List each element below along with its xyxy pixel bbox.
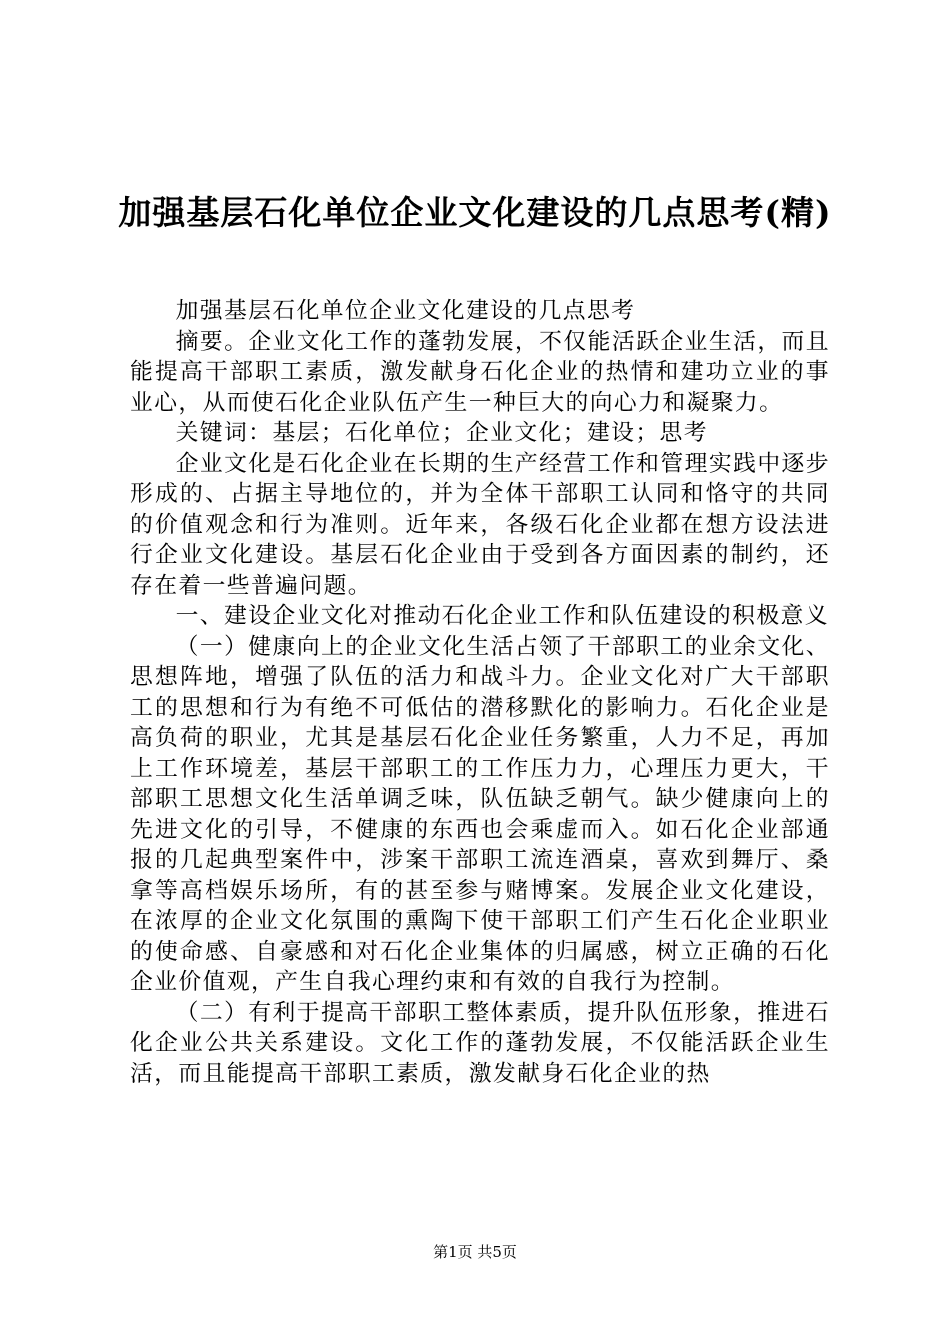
subtitle-paragraph: 加强基层石化单位企业文化建设的几点思考 xyxy=(175,298,636,324)
body-paragraph-1: （一）健康向上的企业文化生活占领了干部职工的业余文化、思想阵地，增强了队伍的活力和战斗力。企业文化对广大干部职工的思想和行为有绝不可低估的潜移默化的影响力。石化企业是高负荷的职业，尤其是基层石化企业任务繁重，人力不足，再加上工作环境差，基层干部职工的工作压力力，心理压力更大，干部职工思想文化生活单调乏味，队伍缺乏朝气。缺少健康向上的先进文化的引导，不健康的东西也会乘虚而入。如石化企业部通报的几起典型案件中，涉案干部职工流连酒桌，喜欢到舞厅、桑拿等高档娱乐场所，有的甚至参与赌博案。发展企业文化建设，在浓厚的企业文化氛围的熏陶下使干部职工们产生石化企业职业的使命感、自豪感和对石化企业集体的归属感，树立正确的石化企业价值观，产生自我心理约束和有效的自我行为控制。 xyxy=(130,633,830,995)
body-paragraph-2: （二）有利于提高干部职工整体素质，提升队伍形象，推进石化企业公共关系建设。文化工作的蓬勃发展，不仅能活跃企业生活，而且能提高干部职工素质，激发献身石化企业的热 xyxy=(130,999,830,1087)
document-title: 加强基层石化单位企业文化建设的几点思考(精) xyxy=(118,193,832,232)
keywords-paragraph: 关键词：基层；石化单位；企业文化；建设；思考 xyxy=(175,420,708,446)
section-heading-1: 一、建设企业文化对推动石化企业工作和队伍建设的积极意义 xyxy=(175,603,829,629)
abstract-paragraph: 摘要。企业文化工作的蓬勃发展，不仅能活跃企业生活，而且能提高干部职工素质，激发献身石化企业的热情和建功立业的事业心，从而使石化企业队伍产生一种巨大的向心力和凝聚力。 xyxy=(130,328,830,416)
intro-paragraph: 企业文化是石化企业在长期的生产经营工作和管理实践中逐步形成的、占据主导地位的，并为全体干部职工认同和恪守的共同的价值观念和行为准则。近年来，各级石化企业都在想方设法进行企业文化建设。基层石化企业由于受到各方面因素的制约，还存在着一些普遍问题。 xyxy=(130,450,830,599)
page-footer: 第1页 共5页 xyxy=(433,1243,517,1261)
document-body xyxy=(130,296,830,1089)
